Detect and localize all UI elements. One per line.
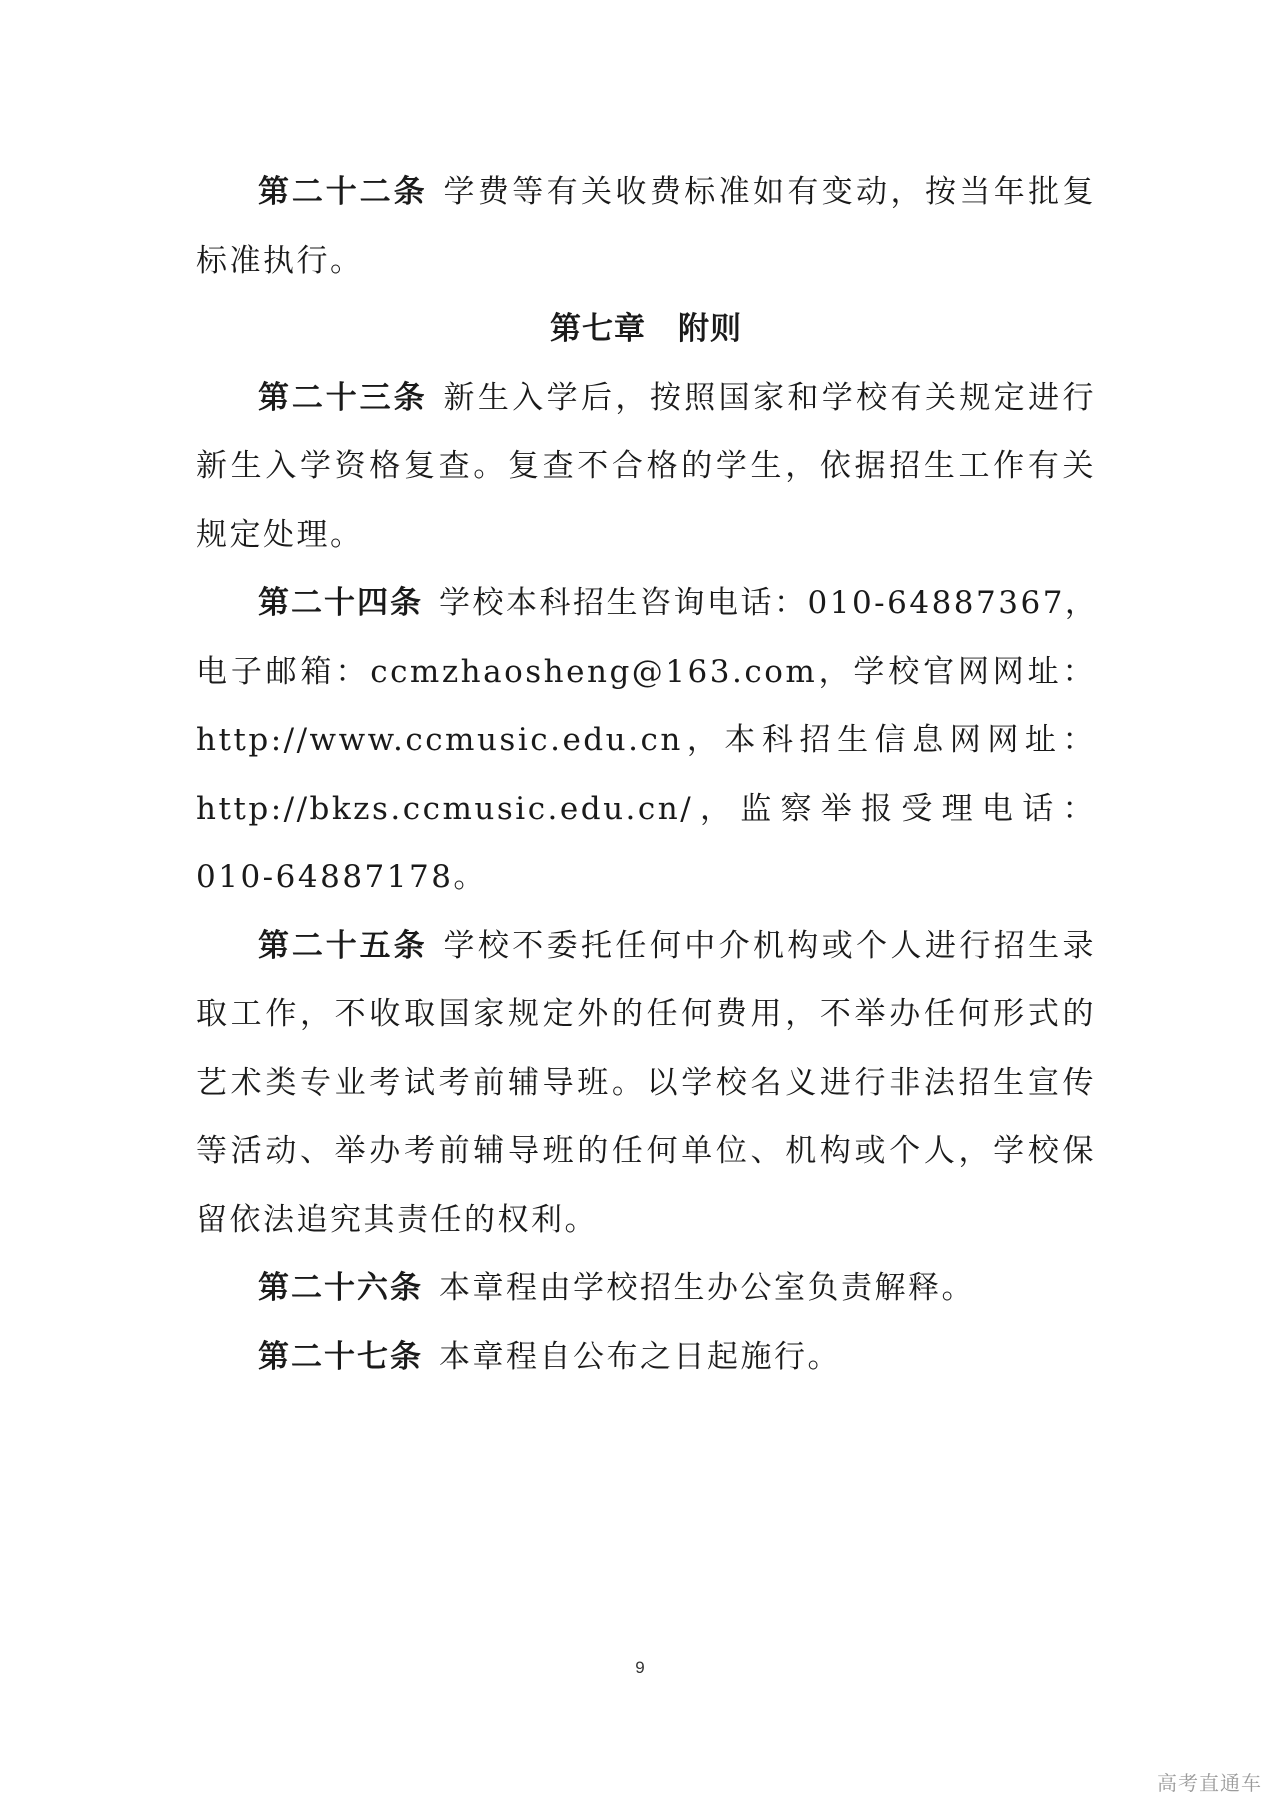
watermark: 高考直通车 [1157,1771,1262,1795]
article-23-label: 第二十三条 [258,379,428,416]
report-phone-line: 010-64887178。 [196,859,487,895]
chapter-number: 第七章 [550,311,646,347]
official-website-line: http://www.ccmusic.edu.cn，本科招生信息网网址： [196,722,1096,758]
document-body [196,158,1099,1391]
chapter-heading [196,295,1096,364]
article-26-label: 第二十六条 [258,1270,423,1306]
article-22-label: 第二十二条 [258,174,428,210]
article-25-text: 学校不委托任何中介机构或个人进行招生录取工作，不收取国家规定外的任何费用，不举办任何形式的艺术类专业考试考前辅导班。以学校名义进行非法招生宣传等活动、举办考前辅导班的任何单位、机构或个人，学校保留依法追究其责任的权利。 [196,927,1097,1238]
article-22-text: 学费等有关收费标准如有变动，按当年批复标准执行。 [196,174,1097,279]
article-22 [196,158,1096,295]
article-26 [196,1254,1096,1323]
article-24-label: 第二十四条 [258,585,423,621]
admission-website-line: http://bkzs.ccmusic.edu.cn/，监察举报受理电话： [196,790,1096,827]
chapter-title: 附则 [678,311,742,347]
page-number: 9 [635,1658,645,1677]
consult-phone: 学校本科招生咨询电话：010-64887367， [439,585,1099,621]
article-24 [196,569,1099,912]
article-25 [196,912,1096,1255]
article-23-text: 新生入学后，按照国家和学校有关规定进行新生入学资格复查。复查不合格的学生，依据招生工作有关规定处理。 [196,379,1097,553]
article-23 [196,364,1096,570]
article-24-line-1 [196,569,1099,638]
email-line: 电子邮箱：ccmzhaosheng@163.com，学校官网网址： [196,653,1096,690]
article-27-text: 本章程自公布之日起施行。 [439,1338,841,1375]
article-25-label: 第二十五条 [258,927,428,964]
article-26-text: 本章程由学校招生办公室负责解释。 [439,1270,975,1306]
article-27-label: 第二十七条 [258,1338,423,1375]
article-27 [196,1323,1096,1392]
